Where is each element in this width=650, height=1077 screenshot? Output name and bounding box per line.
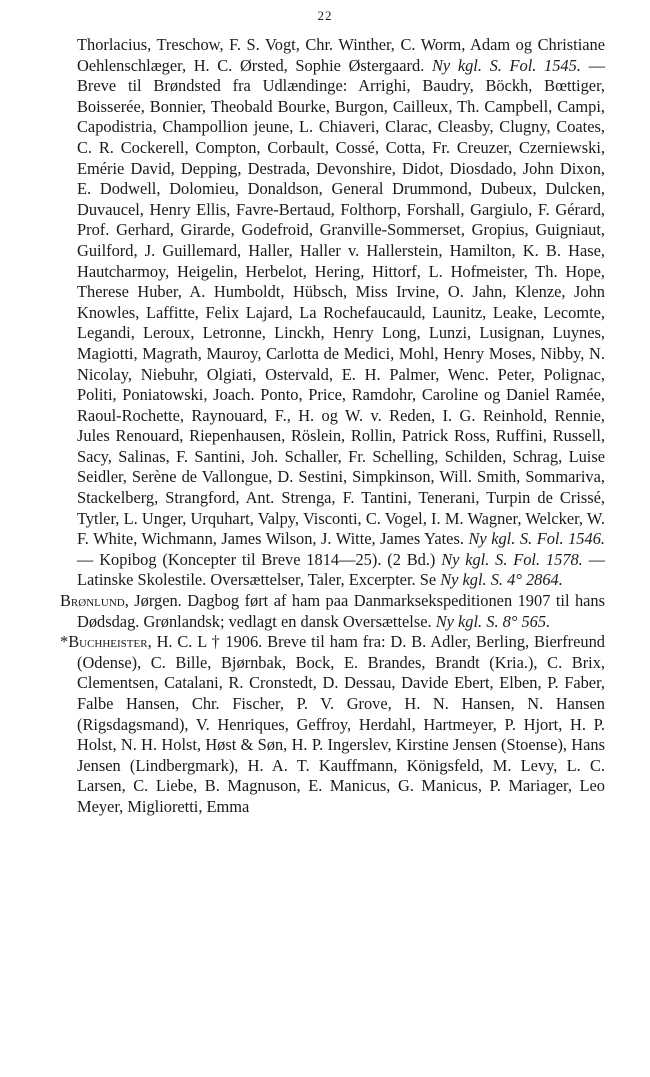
asterisk-marker: * [60, 632, 69, 652]
entry-text: — Kopibog (Koncepter til Breve 1814—25). (2 Bd.) [77, 549, 442, 569]
shelfmark-reference: Ny kgl. S. Fol. 1545. [431, 55, 581, 75]
shelfmark-reference: Ny kgl. S. 4° 2864. [440, 570, 563, 590]
headword: Brønlund [60, 591, 125, 611]
page-number: 22 [317, 8, 333, 23]
shelfmark-reference: Ny kgl. S. 8° 565. [435, 611, 551, 631]
entry-text: , Jørgen. Dagbog ført af ham paa Danmarksekspeditionen 1907 til hans Dødsdag. Grønlandsk; vedlagt en dansk Oversættelse. [77, 591, 605, 631]
entry-text: — Breve til Brøndsted fra Udlændinge: Arrighi, Baudry, Böckh, Bœttiger, Boisserée, Bonnier, Theobald Bourke, Burgon, Cailleux, Th. Campbell, Campi, Capodistria, Champollion jeune, L. Chiaveri, Clarac, Cleasby, Clugny, Coates, C. R. Cockerell, Compton, Corbault, Cossé, Cotta, Fr. Creuzer, Czerniewski, Emérie David, Depping, Destrada, Devonshire, Didot, Diosdado, John Dixon, E. Dodwell, Dolomieu, Donaldson, General Drummond, Dubeux, Dulcken, Duvaucel, Henry Ellis, Favre-Bertaud, Folthorp, Forshall, Gargiulo, F. Gérard, Prof. Gerhard, Girarde, Godefroid, Granville-Sommerset, Gropius, Guigniaut, Guilford, J. Guillemard, Haller, Haller v. Hallerstein, Hamilton, K. B. Hase, Hautcharmoy, Heigelin, Herbelot, Hering, Hittorf, L. Hofmeister, Th. Hope, Therese Huber, A. Humboldt, Hübsch, Miss Irvine, O. Jahn, Klenze, John Knowles, Laffitte, Felix Lajard, La Rochefaucauld, Launitz, Leake, Lecomte, Legandi, Leroux, Letronne, Linckh, Henry Long, Lunzi, Lusignan, Luynes, Magiotti, Magrath, Mauroy, Carlotta de Medici, Mohl, Henry Moses, Nibby, N. Nicolay, Niebuhr, Olgiati, Ostervald, E. H. Palmer, Wenc. Peter, Polignac, Politi, Poniatowski, Joach. Ponto, Price, Ramdohr, Caroline og Daniel Ramée, Raoul-Rochette, Raynouard, F., H. og W. v. Reden, I. G. Reinhold, Rennie, Jules Renouard, Riepenhausen, Röslein, Rollin, Patrick Ross, Ruffini, Russell, Sacy, Salinas, F. Santini, Joh. Schaller, Fr. Schelling, Schilden, Schrag, Luise Seidler, Serène de Vallongue, D. Sestini, Simpkinson, Will. Smith, Sommariva, Stackelberg, Strangford, Ant. Strenga, F. Tantini, Tenerani, Turpin de Crissé, Tytler, L. Unger, Urquhart, Valpy, Visconti, C. Vogel, I. M. Wagner, Welcker, W. F. White, Wichmann, James Wilson, J. Witte, James Yates. [77, 55, 605, 549]
entry-buchheister [60, 632, 605, 817]
entry-bronlund [60, 591, 605, 632]
entry-text: — Latinske Skolestile. Oversættelser, Taler, Excerpter. Se [77, 549, 605, 590]
headword: Buchheister [68, 632, 148, 652]
entry-list [60, 35, 605, 818]
shelfmark-reference: Ny kgl. S. Fol. 1546. [468, 529, 605, 549]
entry-brondsted-continuation [60, 35, 605, 591]
entry-text: , H. C. L † 1906. Breve til ham fra: D. B. Adler, Berling, Bierfreund (Odense), C. Bille, Bjørnbak, Bock, E. Brandes, Brandt (Kria.), C. Brix, Clementsen, Catalani, R. Cronstedt, D. Dessau, Davide Ebert, Elben, P. Faber, Falbe Hansen, Chr. Fischer, P. V. Grove, H. N. Hansen, N. Hansen (Rigsdagsmand), V. Henriques, Geffroy, Herdahl, Hartmeyer, P. Hjort, H. P. Holst, N. H. Holst, Høst & Søn, H. P. Ingerslev, Kirstine Jensen (Stoense), Hans Jensen (Lindbergmark), H. A. T. Kauffmann, Königsfeld, M. Levy, L. C. Larsen, C. Liebe, B. Magnuson, E. Manicus, G. Manicus, P. Mariager, Leo Meyer, Miglioretti, Emma [77, 632, 605, 816]
shelfmark-reference: Ny kgl. S. Fol. 1578. [441, 549, 583, 569]
entry-text: Thorlacius, Treschow, F. S. Vogt, Chr. Winther, C. Worm, Adam og Christiane Oehlenschlæger, H. C. Ørsted, Sophie Østergaard. [77, 35, 605, 75]
